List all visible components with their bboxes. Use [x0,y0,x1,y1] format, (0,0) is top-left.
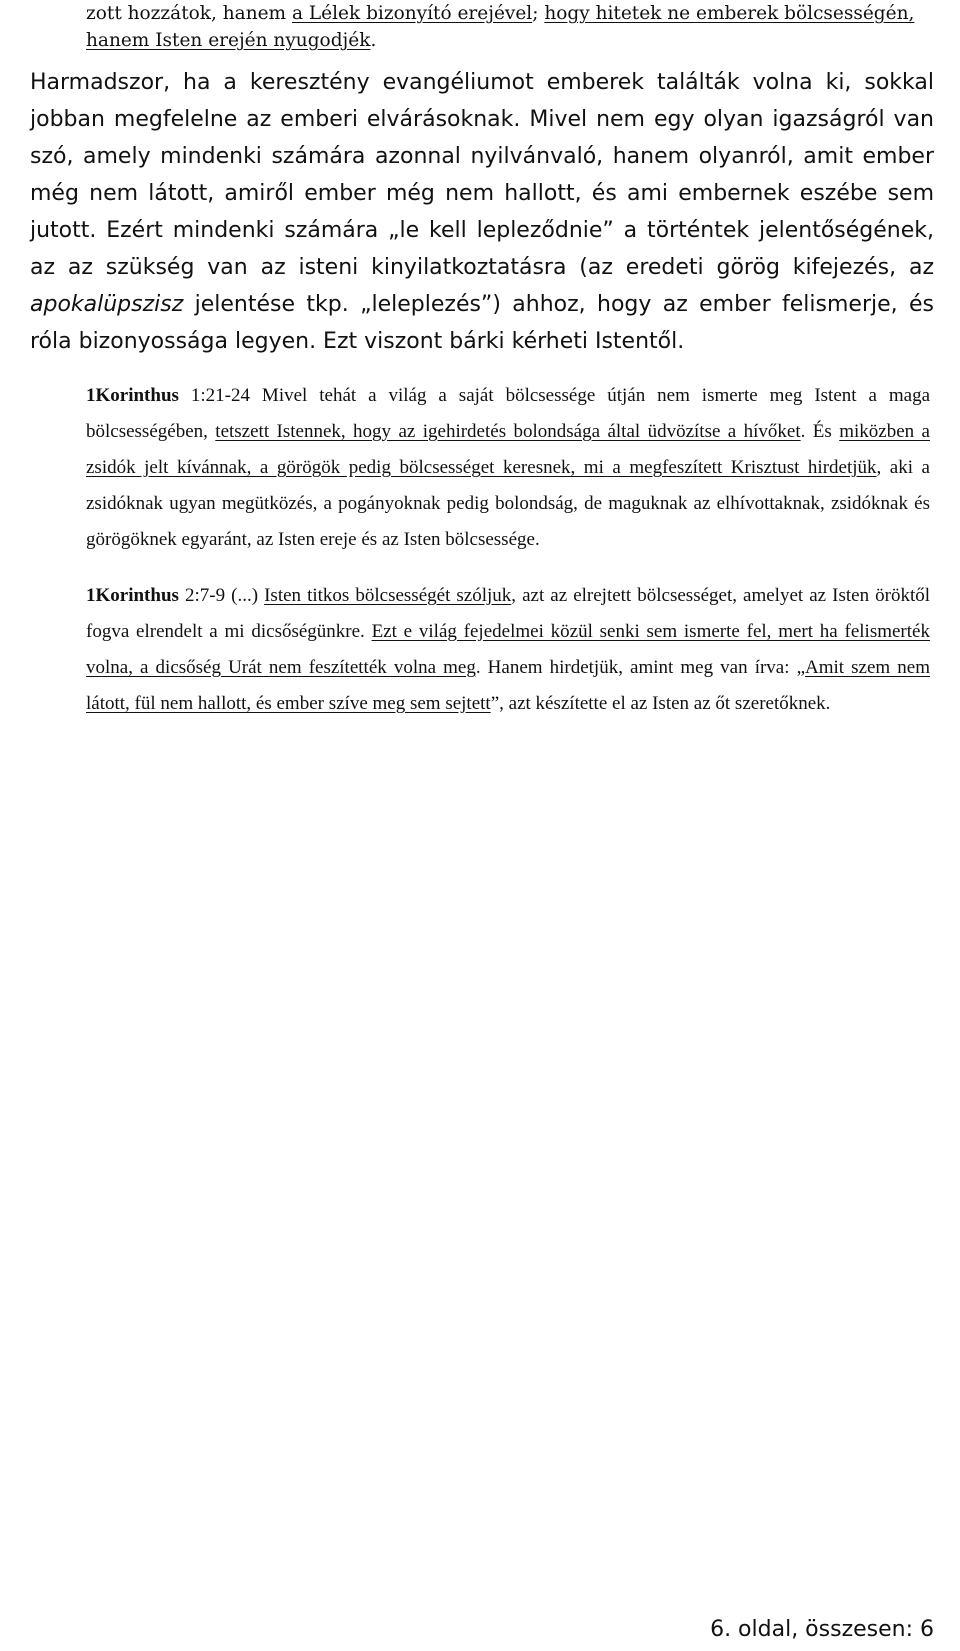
verse-text: ”, azt készítette el az Isten az őt szeretőknek. [490,693,831,714]
verse-underlined-text: tetszett Istennek, hogy az igehirdetés bolondsága által üdvözítse a hívőket [215,421,801,442]
verse-text: , azt az elrejtett bölcsességet, amelyet az Isten öröktől fogva elrendelt a mi dicsőségünkre. [86,585,931,642]
quote-underlined-text: a Lélek bizonyító erejével [291,3,533,24]
verse-reference-number: 2:7-9 [178,585,232,606]
verse-underlined-text: miközben a zsidók jelt kívánnak, a görögök pedig bölcsességet keresnek, mi a megfeszített Krisztust hirdetjük [86,421,930,478]
quote-text: zott hozzátok, hanem [86,3,292,24]
verse-reference-book: 1Korinthus [86,385,179,406]
verse-underlined-text: Amit szem nem látott, fül nem hallott, és ember szíve meg sem sejtett [86,657,930,714]
paragraph-text: Harmadszor, ha a keresztény evangéliumot emberek találták volna ki, sokkal jobban megfelelne az emberi elvárásoknak. Mivel nem egy olyan igazságról van szó, amely mindenki számára azonnal nyilvánvaló, hanem olyanról, amit ember még nem látott, amiről ember még nem hallott, és ami embernek eszébe sem jutott. Ezért mindenki számára „le kell lepleződnie” a történtek jelentőségének, az az szükség van az isteni kinyilatkoztatásra (az eredeti görög kifejezés, az [30,70,934,280]
verse-underlined-text: Isten titkos bölcsességét szóljuk [264,585,512,606]
page-number-footer: 6. oldal, összesen: 6 [710,1617,934,1642]
top-quote-fragment [86,0,916,54]
verse-text: . És [800,421,840,442]
bible-quote-1 [86,378,930,558]
verse-reference-book: 1Korinthus [86,585,179,606]
verse-text: . Hanem hirdetjük, amint meg van írva: „ [475,657,806,678]
main-paragraph [30,64,934,360]
verse-text: Mivel tehát a világ a saját bölcsessége útján nem ismerte meg Istent a maga bölcsességében, [86,385,930,442]
quote-text: . [370,30,377,51]
verse-underlined-text: Ezt e világ fejedelmei közül senki sem ismerte fel, mert ha felismerték volna, a dicsőség Urát nem feszítették volna meg [86,621,930,678]
verse-text: , aki a zsidóknak ugyan megütközés, a pogányoknak pedig bolondság, de maguknak az elhívottaknak, zsidóknak és görögöknek egyaránt, az Isten ereje és az Isten bölcsessége. [86,457,930,550]
quote-underlined-text: hogy hitetek ne emberek bölcsességén, hanem Isten erején nyugodjék [86,3,915,51]
bible-quote-2 [86,578,930,722]
paragraph-text: jelentése tkp. „leleplezés”) ahhoz, hogy az ember felismerje, és róla bizonyossága legyen. Ezt viszont bárki kérheti Istentől. [30,292,934,354]
verse-reference-number: 1:21-24 [178,385,262,406]
verse-text: (...) [231,585,265,606]
paragraph-italic-term: apokalüpszisz [30,292,184,317]
quote-text: ; [532,3,545,24]
